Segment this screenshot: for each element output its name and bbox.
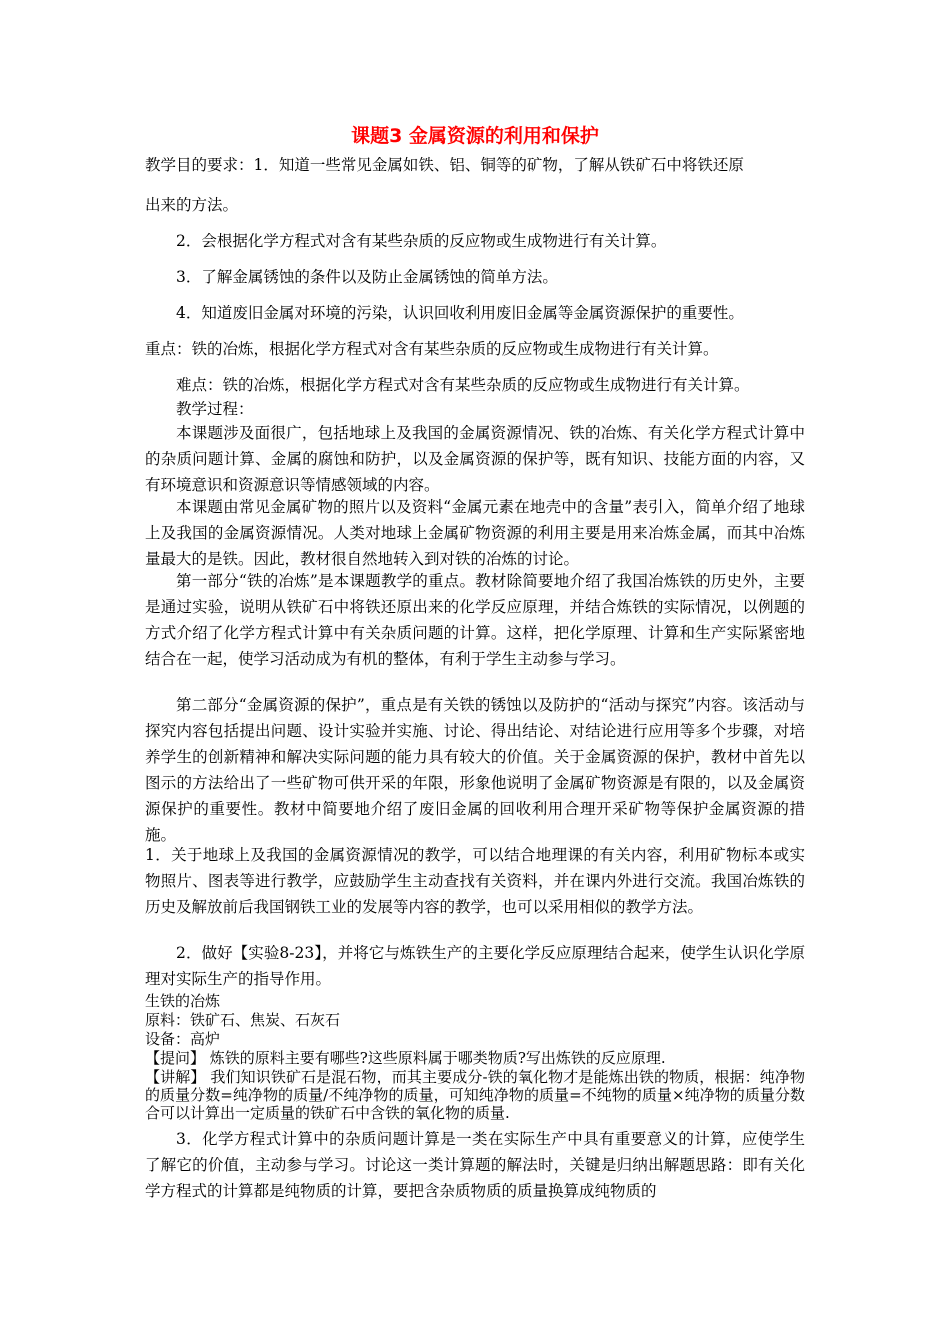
smelting-explanation: 【讲解】 我们知识铁矿石是混石物，而其主要成分-铁的氧化物才是能炼出铁的物质，根据：纯净物的质量分数=纯净物的质量/不纯净物的质量，可知纯净物的质量=不纯物的质量×纯净物的质量分数合可以计算出一定质量的铁矿石中含铁的氧化物的质量.: [145, 1068, 805, 1122]
smelting-heading: 生铁的冶炼: [145, 992, 221, 1010]
paragraph-intro: 本课题由常见金属矿物的照片以及资料“金属元素在地壳中的含量”表引入，简单介绍了地球上及我国的金属资源情况。人类对地球上金属矿物资源的利用主要是用来冶炼金属，而其中冶炼量最大的是铁。因此，教材很自然地转入到对铁的冶炼的讨论。: [145, 498, 805, 568]
paragraph-part-one: 第一部分“铁的冶炼”是本课题教学的重点。教材除简要地介绍了我国冶炼铁的历史外，主要是通过实验，说明从铁矿石中将铁还原出来的化学反应原理，并结合炼铁的实际情况，以例题的方式介绍了化学方程式计算中有关杂质问题的计算。这样，把化学原理、计算和生产实际紧密地结合在一起，使学习活动成为有机的整体，有利于学生主动参与学习。: [145, 572, 805, 668]
process-heading: 教学过程：: [176, 400, 254, 418]
objectives-line1-cont: 出来的方法。: [145, 196, 239, 214]
objectives-line1: 教学目的要求：1．知道一些常见金属如铁、铝、铜等的矿物，了解从铁矿石中将铁还原: [145, 156, 744, 174]
objective-item-4: 4．知道废旧金属对环境的污染，认识回收利用废旧金属等金属资源保护的重要性。: [176, 304, 744, 322]
smelting-equipment: 设备：高炉: [145, 1030, 221, 1048]
difficulty: 难点：铁的冶炼，根据化学方程式对含有某些杂质的反应物或生成物进行有关计算。: [176, 376, 750, 394]
key-point: 重点：铁的冶炼，根据化学方程式对含有某些杂质的反应物或生成物进行有关计算。: [145, 340, 719, 358]
objective-item-3: 3．了解金属锈蚀的条件以及防止金属锈蚀的简单方法。: [176, 268, 558, 286]
paragraph-teaching-2: 2．做好【实验8-23】，并将它与炼铁生产的主要化学反应原理结合起来，使学生认识化学原理对实际生产的指导作用。: [145, 944, 805, 988]
page-title: 课题3 金属资源的利用和保护: [351, 125, 599, 147]
paragraph-part-two: 第二部分“金属资源的保护”，重点是有关铁的锈蚀以及防护的“活动与探究”内容。该活动与探究内容包括提出问题、设计实验并实施、讨论、得出结论、对结论进行应用等多个步骤，对培养学生的创新精神和解决实际问题的能力具有较大的价值。关于金属资源的保护，教材中首先以图示的方法给出了一些矿物可供开采的年限，形象他说明了金属矿物资源是有限的，以及金属资源保护的重要性。教材中简要地介绍了废旧金属的回收利用合理开采矿物等保护金属资源的措施。: [145, 696, 805, 844]
paragraph-teaching-1: 1．关于地球上及我国的金属资源情况的教学，可以结合地理课的有关内容，利用矿物标本或实物照片、图表等进行教学，应鼓励学生主动查找有关资料，并在课内外进行交流。我国冶炼铁的历史及解放前后我国钢铁工业的发展等内容的教学，也可以采用相似的教学方法。: [145, 846, 805, 916]
paragraph-scope: 本课题涉及面很广，包括地球上及我国的金属资源情况、铁的冶炼、有关化学方程式计算中的杂质问题计算、金属的腐蚀和防护，以及金属资源的保护等，既有知识、技能方面的内容，又有环境意识和资源意识等情感领域的内容。: [145, 424, 805, 494]
objective-item-2: 2．会根据化学方程式对含有某些杂质的反应物或生成物进行有关计算。: [176, 232, 667, 250]
smelting-question: 【提问】 炼铁的原料主要有哪些?这些原料属于哪类物质?写出炼铁的反应原理.: [145, 1049, 666, 1067]
paragraph-teaching-3: 3．化学方程式计算中的杂质问题计算是一类在实际生产中具有重要意义的计算，应使学生了解它的价值，主动参与学习。讨论这一类计算题的解法时，关键是归纳出解题思路：即有关化学方程式的计算都是纯物质的计算，要把含杂质物质的质量换算成纯物质的: [145, 1130, 805, 1200]
smelting-materials: 原料：铁矿石、焦炭、石灰石: [145, 1011, 341, 1029]
